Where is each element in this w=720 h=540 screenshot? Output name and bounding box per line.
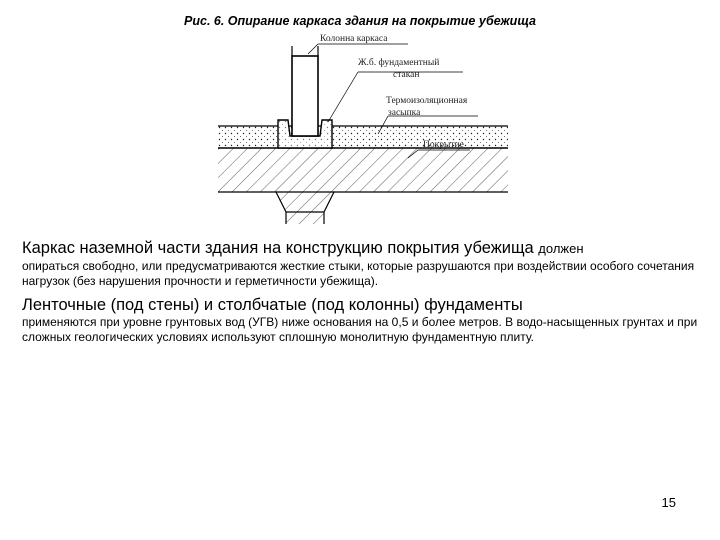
slab-haunch xyxy=(276,192,334,212)
label-socket-2: стакан xyxy=(393,70,420,80)
foundation-diagram xyxy=(218,36,508,236)
slab-hatch xyxy=(218,148,508,192)
section2-heading: Ленточные (под стены) и столбчатые (под колонны) фундаменты xyxy=(22,296,523,314)
section-frame-support xyxy=(22,238,698,289)
insulation-fill-layer xyxy=(218,126,508,148)
figure-title: Рис. 6. Опирание каркаса здания на покрытие убежища xyxy=(184,14,536,28)
section-foundations xyxy=(22,295,698,345)
label-slab: Покрытие xyxy=(423,140,464,150)
label-column: Колонна каркаса xyxy=(320,34,388,44)
section1-heading xyxy=(22,238,698,259)
section1-heading-text: Каркас наземной части здания на конструкцию покрытия убежища xyxy=(22,239,534,257)
label-fill-1: Термоизоляционная xyxy=(386,96,468,106)
page-number: 15 xyxy=(661,495,676,510)
label-socket-1: Ж.б. фундаментный xyxy=(358,58,440,68)
section1-heading-tail: должен xyxy=(538,241,584,256)
section1-body: опираться свободно, или предусматриваются жесткие стыки, которые разрушаются при воздействии особого сочетания нагрузок (без нарушения прочности и герметичности убежища). xyxy=(22,259,695,288)
building-column xyxy=(292,56,318,136)
label-fill-2: засыпка xyxy=(388,108,421,118)
section2-body: применяются при уровне грунтовых вод (УГВ) ниже основания на 0,5 и более метров. В водо-насыщенных грунтах и при сложных геологических условиях используют сплошную монолитную фундаментную плиту. xyxy=(22,315,698,344)
